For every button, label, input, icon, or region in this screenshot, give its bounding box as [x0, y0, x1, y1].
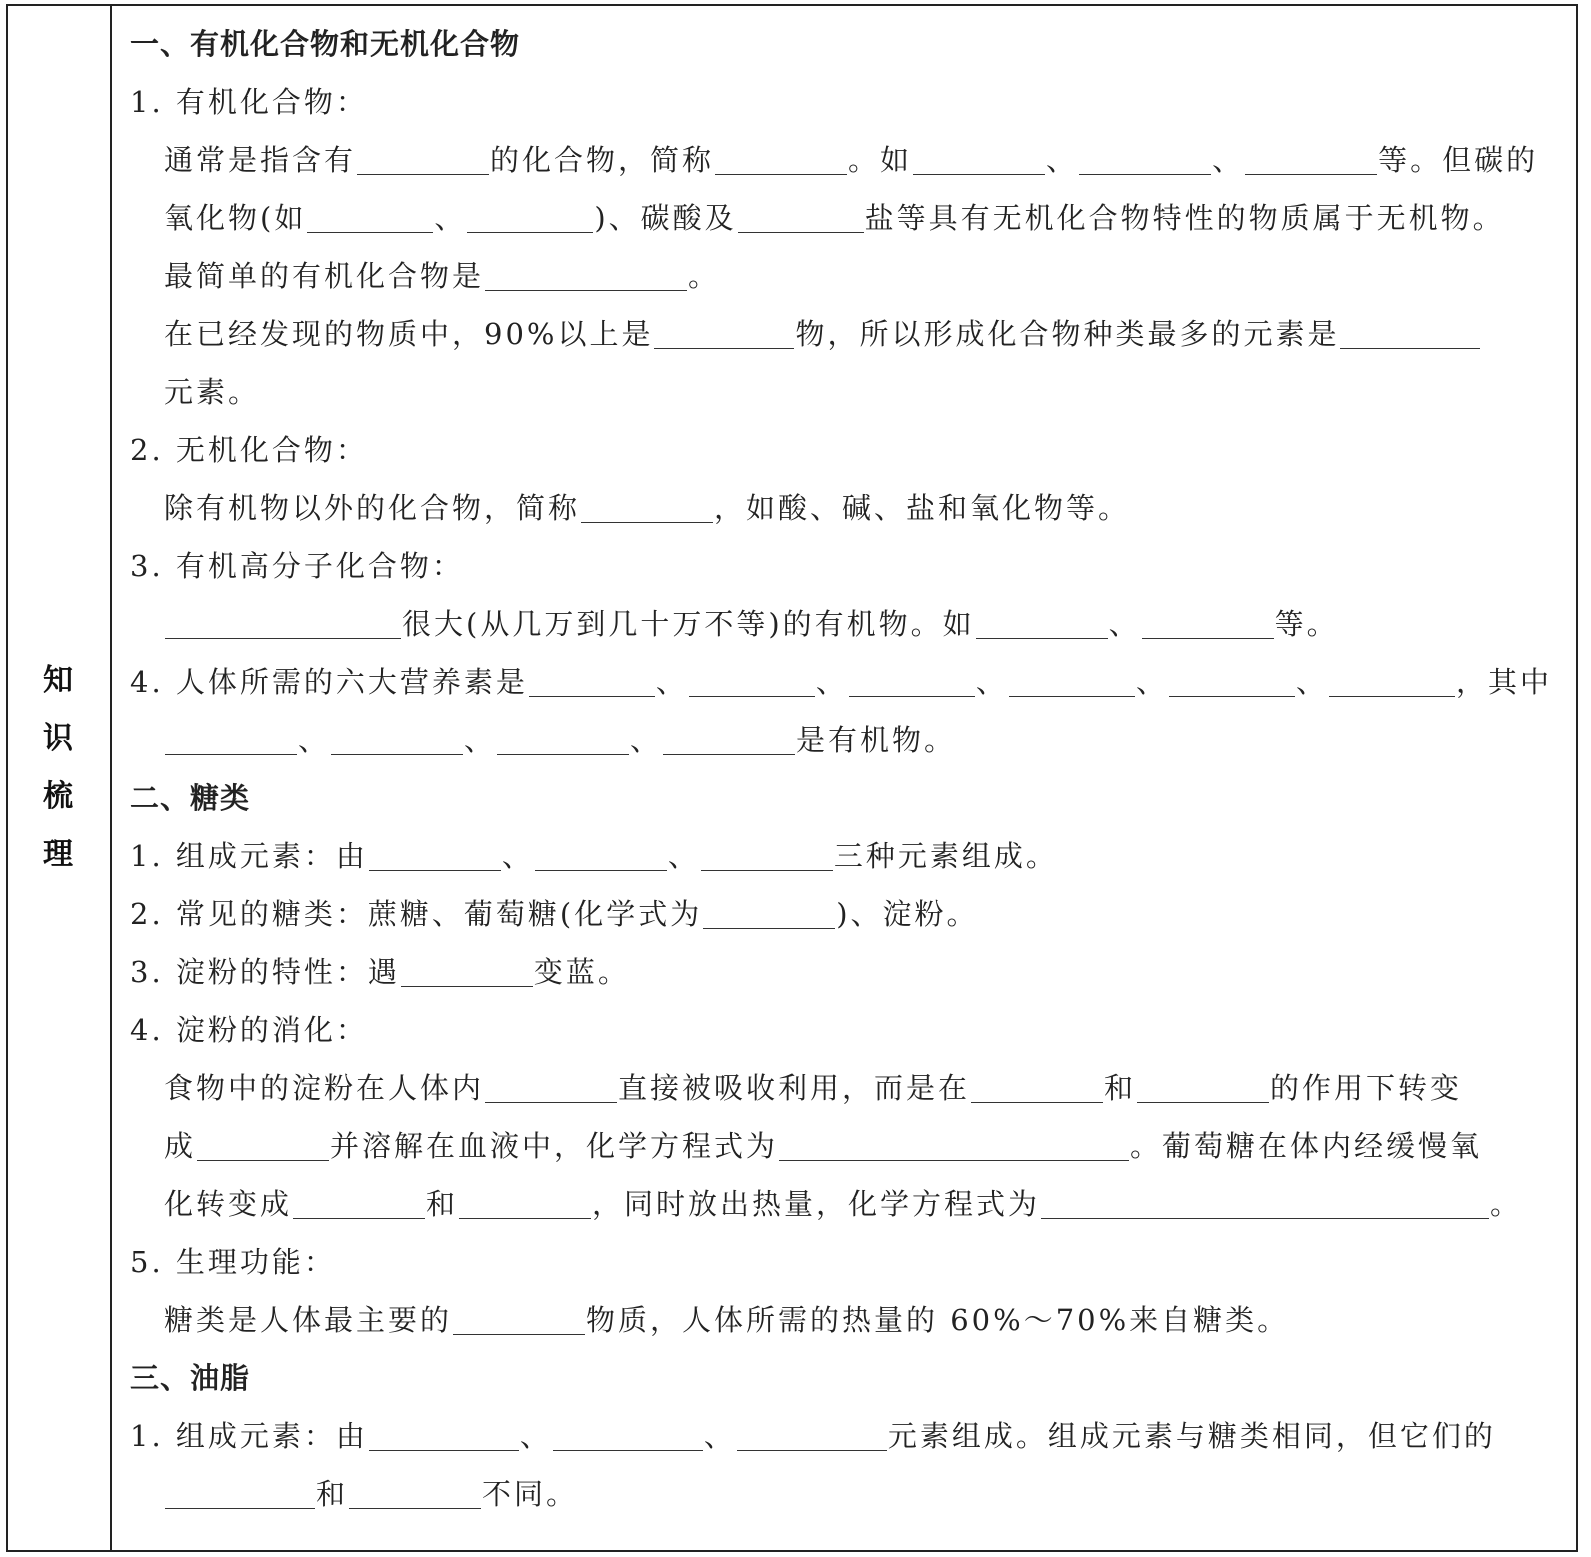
section-3-heading: 三、油脂 — [130, 1361, 251, 1395]
blank[interactable] — [913, 144, 1045, 175]
blank[interactable] — [715, 144, 847, 175]
blank[interactable] — [553, 1420, 703, 1451]
section-1-heading: 一、有机化合物和无机化合物 — [130, 27, 521, 61]
s1-p2-line-1: 除有机物以外的化合物，简称 ，如酸、碱、盐和氧化物等。 — [164, 491, 1131, 525]
blank[interactable] — [459, 1188, 591, 1219]
s1-p4-line-1: 4. 人体所需的六大营养素是 、 、 、 、 、 ，其中 — [130, 665, 1552, 699]
blank[interactable] — [663, 724, 795, 755]
blank[interactable] — [497, 724, 629, 755]
blank[interactable] — [331, 724, 463, 755]
s2-p4-line-3: 化转变成 和 ，同时放出热量，化学方程式为 。 — [164, 1187, 1523, 1221]
s2-p5-line-1: 糖类是人体最主要的 物质，人体所需的热量的 60%～70%来自糖类。 — [164, 1303, 1290, 1337]
side-label-char-1: 知 — [43, 663, 73, 698]
section-2-heading: 二、糖类 — [130, 781, 251, 815]
blank[interactable] — [1340, 318, 1480, 349]
blank[interactable] — [701, 840, 833, 871]
s2-p4-line-1: 食物中的淀粉在人体内 直接被吸收利用，而是在 和 的作用下转变 — [164, 1071, 1463, 1105]
blank[interactable] — [1169, 666, 1295, 697]
s2-p4-title: 4. 淀粉的消化： — [130, 1013, 368, 1047]
blank[interactable] — [1079, 144, 1211, 175]
blank[interactable] — [703, 898, 835, 929]
blank[interactable] — [349, 1478, 481, 1509]
blank[interactable] — [165, 1478, 315, 1509]
blank[interactable] — [293, 1188, 425, 1219]
s1-p4-line-2: 、 、 、 是有机物。 — [164, 720, 956, 760]
blank[interactable] — [197, 1130, 329, 1161]
blank[interactable] — [1329, 666, 1455, 697]
s3-p1-line-2: 和 不同。 — [164, 1474, 578, 1514]
s1-p1-line-3: 最简单的有机化合物是 。 — [164, 259, 721, 293]
blank[interactable] — [307, 202, 433, 233]
blank[interactable] — [453, 1304, 585, 1335]
blank[interactable] — [971, 1072, 1103, 1103]
blank[interactable] — [1009, 666, 1135, 697]
s1-p1-line-4: 在已经发现的物质中，90%以上是 物，所以形成化合物种类最多的元素是 — [164, 314, 1481, 354]
blank[interactable] — [357, 144, 489, 175]
side-label-char-4: 理 — [43, 837, 73, 872]
s2-p3: 3. 淀粉的特性：遇 变蓝。 — [130, 955, 630, 989]
blank[interactable] — [485, 260, 687, 291]
s2-p1: 1. 组成元素：由 、 、 三种元素组成。 — [130, 839, 1058, 873]
blank[interactable] — [1041, 1188, 1489, 1219]
s1-p1-line-2: 氧化物(如 、 )、碳酸及 盐等具有无机化合物特性的物质属于无机物。 — [164, 201, 1505, 235]
s1-p1-line-5: 元素。 — [164, 375, 261, 409]
side-label-char-2: 识 — [43, 721, 73, 756]
blank[interactable] — [1137, 1072, 1269, 1103]
blank[interactable] — [976, 608, 1108, 639]
s1-p1-line-1: 通常是指含有 的化合物，简称 。如 、 、 等。但碳的 — [164, 143, 1539, 177]
s3-p1-line-1: 1. 组成元素：由 、 、 元素组成。组成元素与糖类相同，但它们的 — [130, 1419, 1496, 1453]
column-divider — [110, 4, 112, 1552]
blank[interactable] — [738, 202, 864, 233]
blank[interactable] — [369, 840, 501, 871]
blank[interactable] — [165, 608, 401, 639]
blank[interactable] — [654, 318, 794, 349]
blank[interactable] — [401, 956, 533, 987]
s1-p3-title: 3. 有机高分子化合物： — [130, 549, 464, 583]
blank[interactable] — [165, 724, 297, 755]
blank[interactable] — [485, 1072, 617, 1103]
s2-p4-line-2: 成 并溶解在血液中，化学方程式为 。葡萄糖在体内经缓慢氧 — [164, 1129, 1483, 1163]
side-label-char-3: 梳 — [43, 779, 73, 814]
s1-p3-line-1: 很大(从几万到几十万不等)的有机物。如 、 等。 — [164, 604, 1339, 644]
s2-p5-title: 5. 生理功能： — [130, 1245, 336, 1279]
blank[interactable] — [1142, 608, 1274, 639]
blank[interactable] — [467, 202, 593, 233]
s2-p2: 2. 常见的糖类：蔗糖、葡萄糖(化学式为 )、淀粉。 — [130, 897, 979, 931]
s1-p2-title: 2. 无机化合物： — [130, 433, 368, 467]
s1-p1-title: 1. 有机化合物： — [130, 85, 368, 119]
blank[interactable] — [849, 666, 975, 697]
blank[interactable] — [369, 1420, 519, 1451]
blank[interactable] — [529, 666, 655, 697]
blank[interactable] — [689, 666, 815, 697]
blank[interactable] — [737, 1420, 887, 1451]
blank[interactable] — [581, 492, 713, 523]
blank[interactable] — [1245, 144, 1377, 175]
blank[interactable] — [535, 840, 667, 871]
blank[interactable] — [779, 1130, 1129, 1161]
